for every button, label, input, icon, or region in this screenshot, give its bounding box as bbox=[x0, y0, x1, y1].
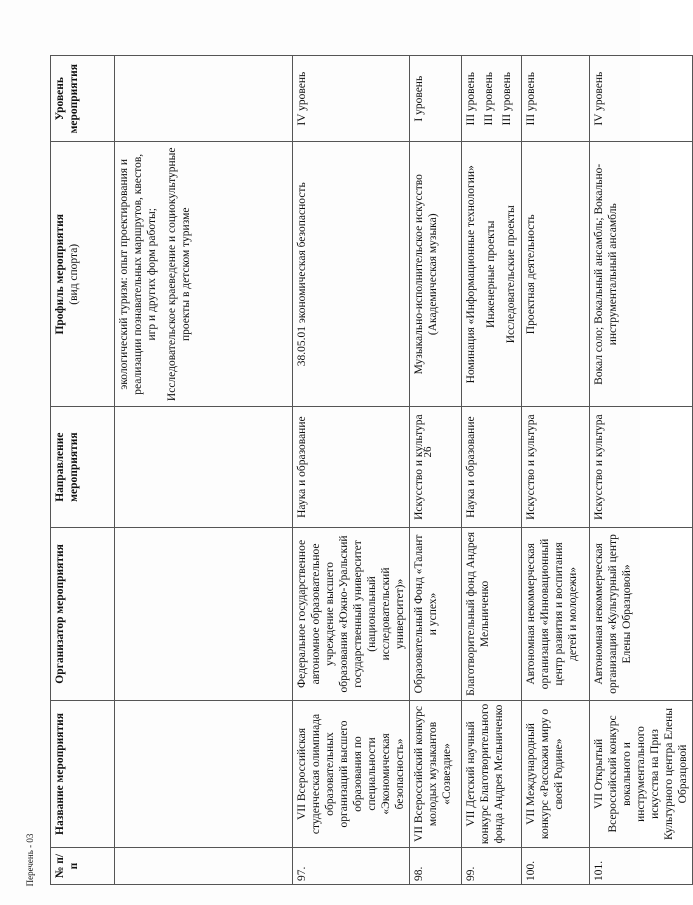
level-line: I уровень bbox=[413, 75, 426, 122]
cell-org bbox=[115, 528, 293, 701]
header-prof-title: Профиль мероприятия bbox=[54, 214, 66, 335]
cell-name: VII Всероссийская студенческая олимпиада образовательных организаций высшего образования по специальности «Экономическая безопасность» bbox=[293, 700, 410, 847]
header-lvl: Уровень мероприятия bbox=[51, 56, 115, 142]
level-line: III уровень bbox=[525, 71, 538, 126]
cell-lvl bbox=[590, 56, 693, 142]
table-row bbox=[410, 56, 462, 885]
footer-note: Перечень - 03 bbox=[25, 833, 35, 887]
header-org: Организатор мероприятия bbox=[51, 528, 115, 701]
cell-org: Федеральное государственное автономное образовательное учреждение высшего образования «Южно-Уральский государственный университет (национальный исследовательский университет)» bbox=[293, 528, 410, 701]
cell-prof bbox=[293, 142, 410, 407]
cell-name: VII Международный конкурс «Расскажи миру о своей Родине» bbox=[522, 700, 590, 847]
cell-org: Образовательный Фонд «Талант и успех» bbox=[410, 528, 462, 701]
profile-line: Вокал соло; Вокальный ансамбль; Вокально-инструментальный ансамбль bbox=[593, 163, 620, 385]
cell-lvl bbox=[115, 56, 293, 142]
cell-dir: Искусство и культура bbox=[590, 407, 693, 528]
cell-org: Автономная некоммерческая организация «Культурный центр Елены Образцовой» bbox=[590, 528, 693, 701]
cell-org: Автономная некоммерческая организация «Инновационный центр развития и воспитания детей и молодежи» bbox=[522, 528, 590, 701]
header-dir: Направление мероприятия bbox=[51, 407, 115, 528]
cell-num: 99. bbox=[462, 848, 522, 885]
cell-lvl bbox=[522, 56, 590, 142]
table-body bbox=[115, 56, 693, 885]
table-row bbox=[115, 56, 293, 885]
profile-line: 38.05.01 экономическая безопасность bbox=[296, 182, 308, 367]
table-row bbox=[522, 56, 590, 885]
header-name: Название мероприятия bbox=[51, 700, 115, 847]
table-row bbox=[462, 56, 522, 885]
profile-line: Инженерные проекты bbox=[485, 220, 498, 328]
cell-lvl bbox=[410, 56, 462, 142]
cell-name: VII Открытый Всероссийский конкурс вокального и инструментального искусства на Приз Культурного центра Елены Образцовой bbox=[590, 700, 693, 847]
profile-line: Номинация «Информационные технологии» bbox=[465, 165, 478, 384]
cell-lvl bbox=[293, 56, 410, 142]
level-line: IV уровень bbox=[296, 71, 308, 126]
header-prof bbox=[51, 142, 115, 407]
header-prof-sub: (вид спорта) bbox=[68, 243, 81, 305]
profile-line: Исследовательские проекты bbox=[505, 205, 518, 344]
profile-line: Проектная деятельность bbox=[525, 214, 538, 335]
cell-dir: Наука и образование bbox=[462, 407, 522, 528]
level-line: III уровень bbox=[483, 71, 496, 126]
cell-dir: Наука и образование bbox=[293, 407, 410, 528]
cell-num: 98. bbox=[410, 848, 462, 885]
cell-num: 100. bbox=[522, 848, 590, 885]
level-line: III уровень bbox=[501, 71, 514, 126]
cell-prof bbox=[522, 142, 590, 407]
cell-org: Благотворительный фонд Андрея Мельниченко bbox=[462, 528, 522, 701]
level-line: IV уровень bbox=[593, 71, 606, 126]
page-number: 26 bbox=[422, 446, 434, 458]
cell-dir: Искусство и культура bbox=[410, 407, 462, 528]
cell-dir: Искусство и культура bbox=[522, 407, 590, 528]
cell-prof bbox=[590, 142, 693, 407]
cell-dir bbox=[115, 407, 293, 528]
cell-name bbox=[115, 700, 293, 847]
table-row bbox=[293, 56, 410, 885]
cell-lvl bbox=[462, 56, 522, 142]
cell-num: 101. bbox=[590, 848, 693, 885]
cell-prof bbox=[410, 142, 462, 407]
table-row bbox=[590, 56, 693, 885]
level-line: III уровень bbox=[465, 71, 478, 126]
table-header-row bbox=[51, 56, 115, 885]
cell-num: 97. bbox=[293, 848, 410, 885]
profile-line: Музыкально-исполнительское искусство (Академическая музыка) bbox=[413, 174, 440, 375]
cell-name: VII Всероссийский конкурс молодых музыкантов «Созвездие» bbox=[410, 700, 462, 847]
profile-line: экологический туризм: опыт проектирования и реализации познавательных маршрутов, квестов, игр и других форм работы; bbox=[118, 153, 159, 395]
events-table bbox=[50, 55, 693, 885]
cell-num bbox=[115, 848, 293, 885]
cell-prof bbox=[115, 142, 293, 407]
cell-prof bbox=[462, 142, 522, 407]
cell-name: VII Детский научный конкурс Благотворительного фонда Андрея Мельниченко bbox=[462, 700, 522, 847]
profile-line: Исследовательское краеведение и социокультурные проекты в детском туризме bbox=[166, 147, 193, 402]
header-num: № п/п bbox=[51, 848, 115, 885]
